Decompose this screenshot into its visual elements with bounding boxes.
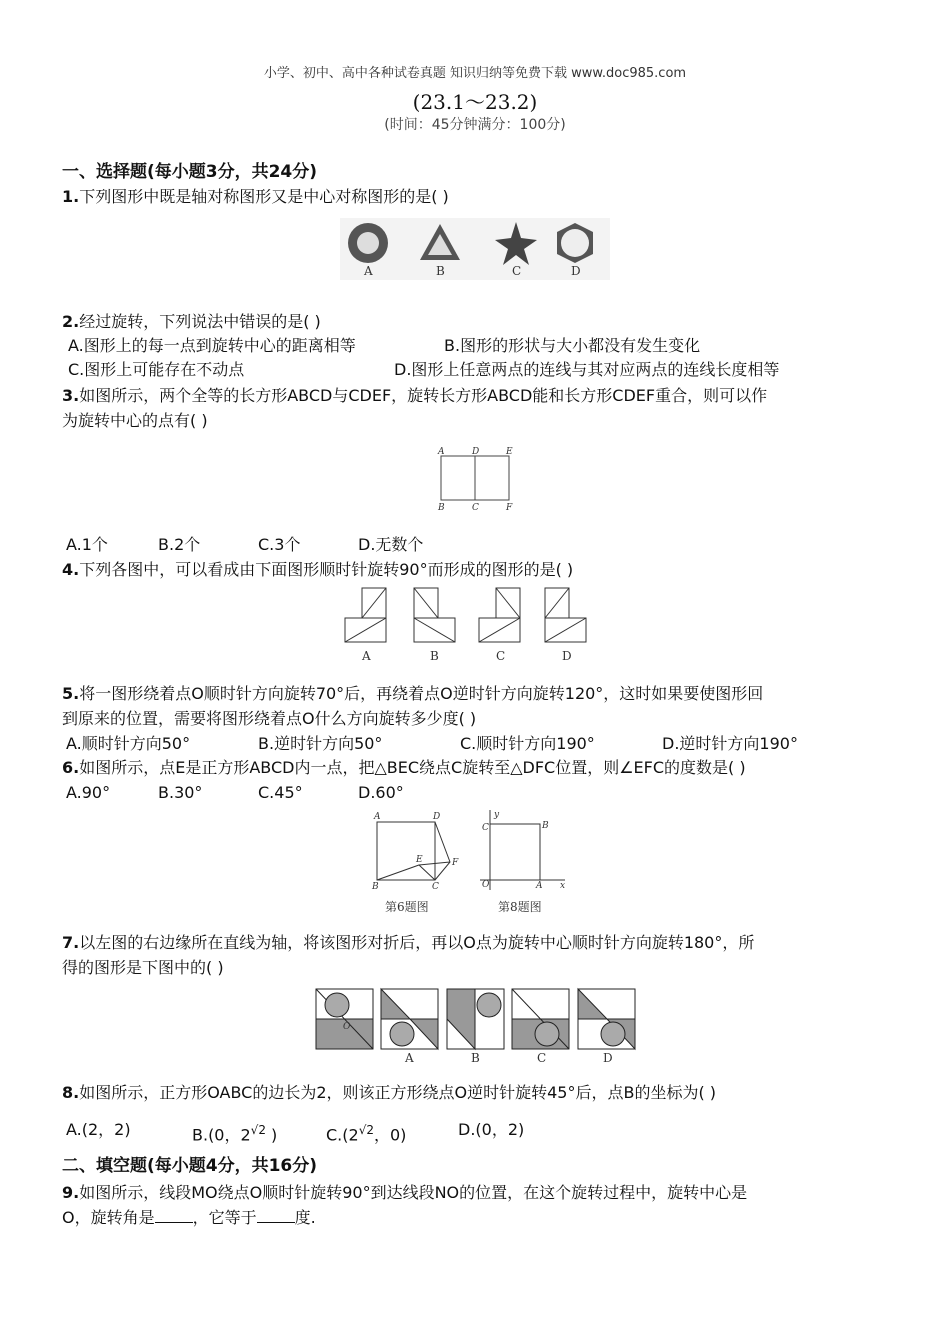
question-6: 6.如图所示，点E是正方形ABCD内一点，把△BEC绕点C旋转至△DFC位置，则∠EFC的度数是( ): [62, 758, 746, 777]
svg-text:A: A: [374, 812, 381, 822]
question-9-line1: 9.如图所示，线段MO绕点O顺时针旋转90°到达线段NO的位置，在这个旋转过程中，旋转中心是: [62, 1183, 748, 1202]
svg-text:D: D: [562, 649, 572, 663]
question-5-line1: 5.将一图形绕着点O顺时针方向旋转70°后，再绕着点O逆时针方向旋转120°，这时如果要使图形回: [62, 684, 764, 703]
svg-text:第6题图: 第6题图: [385, 900, 429, 914]
q2-option-c: C.图形上可能存在不动点: [68, 360, 245, 379]
svg-text:A: A: [438, 447, 445, 457]
q1-label-a: A: [364, 264, 373, 278]
subtitle: (时间：45分钟满分：100分): [384, 117, 566, 133]
section-title-fill: 二、填空题(每小题4分，共16分): [62, 1156, 318, 1176]
banner: 小学、初中、高中各种试卷真题 知识归纳等免费下载 www.doc985.com: [263, 66, 687, 81]
q2-option-a: A.图形上的每一点到旋转中心的距离相等: [68, 336, 356, 355]
question-9-line2: O，旋转角是 ，它等于 度.: [62, 1208, 316, 1227]
svg-text:E: E: [416, 855, 423, 865]
svg-text:第8题图: 第8题图: [498, 900, 542, 914]
question-3-line1: 3.如图所示，两个全等的长方形ABCD与CDEF，旋转长方形ABCD能和长方形CDEF重合，则可以作: [62, 386, 768, 405]
svg-text:E: E: [506, 447, 513, 457]
q3-option-b: B.2个: [158, 535, 201, 554]
q3-figure: [436, 446, 516, 514]
q6-option-c: C.45°: [258, 783, 303, 802]
svg-text:A: A: [362, 649, 371, 663]
q6-option-b: B.30°: [158, 783, 203, 802]
fig6-fig8: [360, 805, 590, 920]
svg-text:C: C: [472, 503, 479, 513]
q6-option-d: D.60°: [358, 783, 404, 802]
svg-text:C: C: [482, 823, 489, 833]
section-title-choice: 一、选择题(每小题3分，共24分): [62, 162, 318, 182]
q2-option-d: D.图形上任意两点的连线与其对应两点的连线长度相等: [394, 360, 780, 379]
question-8: 8.如图所示，正方形OABC的边长为2，则该正方形绕点O逆时针旋转45°后，点B的坐标为( ): [62, 1083, 717, 1102]
question-7-line2: 得的图形是下图中的( ): [62, 958, 224, 977]
q2-option-b: B.图形的形状与大小都没有发生变化: [444, 336, 701, 355]
question-3-line2: 为旋转中心的点有( ): [62, 411, 208, 430]
question-2: 2.经过旋转，下列说法中错误的是( ): [62, 312, 321, 331]
q8-option-d: D.(0，2): [458, 1120, 525, 1139]
q1-label-c: C: [512, 264, 522, 278]
svg-text:C: C: [496, 649, 506, 663]
question-1: 1.下列图形中既是轴对称图形又是中心对称图形的是( ): [62, 187, 449, 206]
svg-text:F: F: [452, 858, 459, 868]
q5-option-c: C.顺时针方向190°: [460, 734, 595, 753]
q3-option-c: C.3个: [258, 535, 301, 554]
q5-option-b: B.逆时针方向50°: [258, 734, 383, 753]
svg-text:A: A: [405, 1051, 414, 1065]
svg-text:D: D: [433, 812, 441, 822]
q8-option-a: A.(2，2): [66, 1120, 131, 1139]
q4-figures: [340, 586, 600, 666]
q5-option-d: D.逆时针方向190°: [662, 734, 798, 753]
q8-option-c: $C.(2^{√2}$，0): [326, 1123, 407, 1145]
svg-text:O: O: [343, 1022, 351, 1032]
question-4: 4.下列各图中，可以看成由下面图形顺时针旋转90°而形成的图形的是( ): [62, 560, 574, 579]
answer-blank-1[interactable]: [155, 1208, 193, 1223]
svg-text:D: D: [472, 447, 480, 457]
svg-text:C: C: [432, 882, 439, 892]
answer-blank-2[interactable]: [257, 1208, 295, 1223]
q3-option-d: D.无数个: [358, 535, 424, 554]
q1-figures: [340, 218, 610, 280]
svg-text:B: B: [430, 649, 439, 663]
question-7-line1: 7.以左图的右边缘所在直线为轴，将该图形对折后，再以O点为旋转中心顺时针方向旋转180°，所: [62, 933, 755, 952]
q1-label-b: B: [436, 264, 445, 278]
svg-text:B: B: [471, 1051, 480, 1065]
q3-option-a: A.1个: [66, 535, 108, 554]
svg-text:B: B: [372, 882, 379, 892]
svg-text:D: D: [603, 1051, 613, 1065]
svg-text:C: C: [537, 1051, 547, 1065]
svg-text:B: B: [542, 821, 549, 831]
q8-option-b: B.(0，$2^{√2}$ ): [192, 1123, 278, 1145]
svg-text:A: A: [536, 881, 543, 891]
q7-figures: [315, 988, 640, 1068]
question-5-line2: 到原来的位置，需要将图形绕着点O什么方向旋转多少度( ): [62, 709, 477, 728]
svg-text:x: x: [560, 881, 566, 891]
svg-text:F: F: [506, 503, 513, 513]
svg-text:O: O: [482, 880, 490, 890]
page-title: (23.1～23.2): [412, 90, 538, 114]
q6-option-a: A.90°: [66, 783, 111, 802]
svg-text:B: B: [438, 503, 445, 513]
svg-text:y: y: [494, 810, 500, 820]
q1-label-d: D: [571, 264, 581, 278]
q5-option-a: A.顺时针方向50°: [66, 734, 191, 753]
